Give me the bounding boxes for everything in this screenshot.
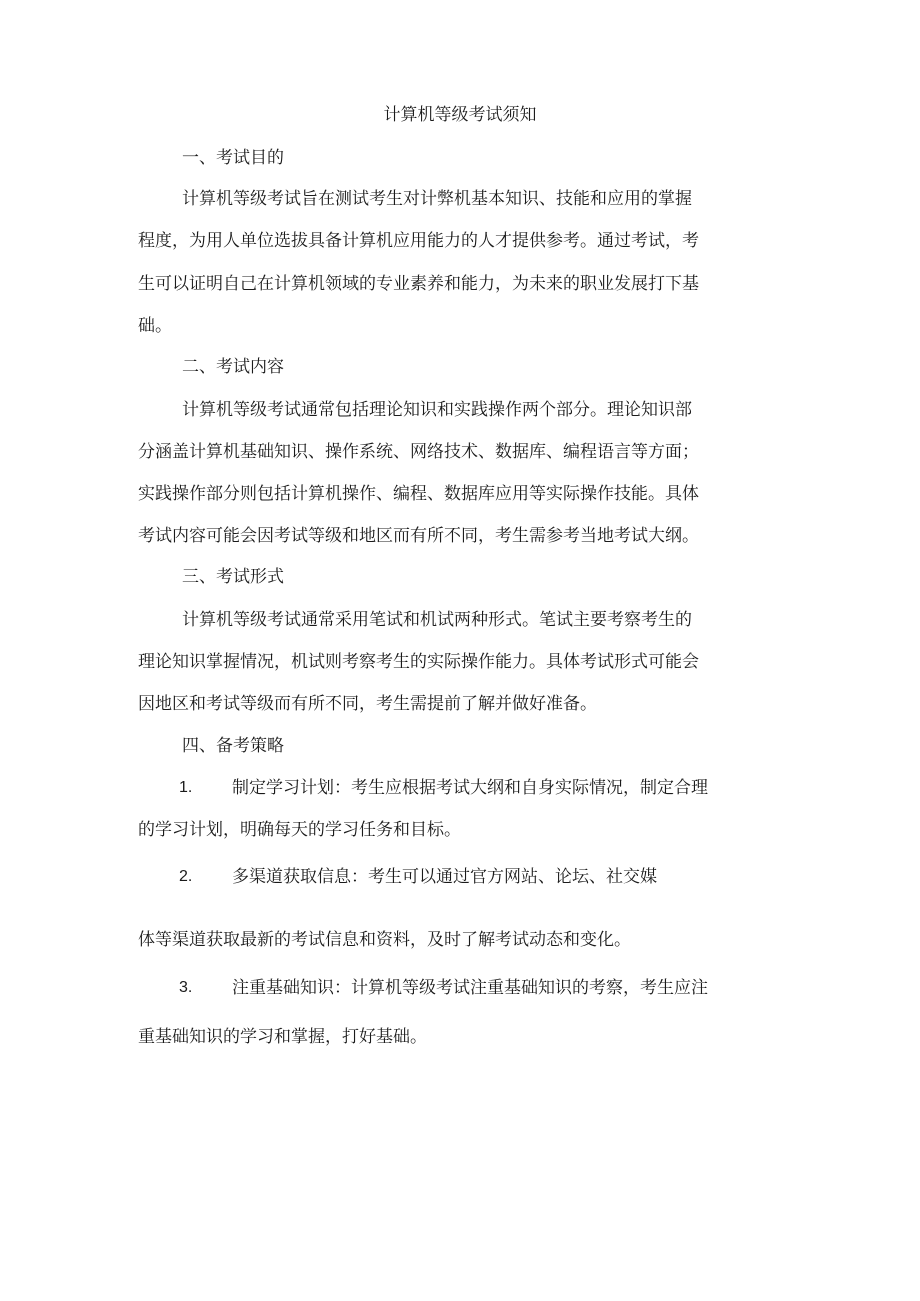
list-item-line: 的学习计划，明确每天的学习任务和目标。 bbox=[138, 820, 461, 840]
section-heading-purpose: 一、考试目的 bbox=[182, 148, 284, 168]
paragraph-line: 计算机等级考试通常采用笔试和机试两种形式。笔试主要考察考生的 bbox=[182, 610, 692, 630]
list-item-line: 制定学习计划：考生应根据考试大纲和自身实际情况，制定合理 bbox=[232, 778, 708, 798]
paragraph-line: 计算机等级考试通常包括理论知识和实践操作两个部分。理论知识部 bbox=[182, 400, 692, 420]
section-heading-content: 二、考试内容 bbox=[182, 357, 284, 377]
paragraph-line: 理论知识掌握情况，机试则考察考生的实际操作能力。具体考试形式可能会 bbox=[138, 652, 699, 672]
paragraph-line: 因地区和考试等级而有所不同，考生需提前了解并做好准备。 bbox=[138, 694, 597, 714]
paragraph-line: 计算机等级考试旨在测试考生对计弊机基本知识、技能和应用的掌握 bbox=[182, 189, 692, 209]
document-title: 计算机等级考试须知 bbox=[383, 105, 537, 125]
list-item-line: 体等渠道获取最新的考试信息和资料，及时了解考试动态和变化。 bbox=[138, 930, 631, 950]
list-item-line: 多渠道获取信息：考生可以通过官方网站、论坛、社交媒 bbox=[232, 867, 657, 887]
paragraph-line: 分涵盖计算机基础知识、操作系统、网络技术、数据库、编程语言等方面； bbox=[138, 442, 699, 462]
list-number: 2. bbox=[179, 868, 193, 885]
paragraph-line: 实践操作部分则包括计算机操作、编程、数据库应用等实际操作技能。具体 bbox=[138, 484, 699, 504]
paragraph-line: 程度，为用人单位选拔具备计算机应用能力的人才提供参考。通过考试，考 bbox=[138, 231, 699, 251]
list-number: 1. bbox=[179, 779, 193, 796]
section-heading-format: 三、考试形式 bbox=[182, 567, 284, 587]
paragraph-line: 考试内容可能会因考试等级和地区而有所不同，考生需参考当地考试大纲。 bbox=[138, 526, 699, 546]
list-item-line: 注重基础知识：计算机等级考试注重基础知识的考察，考生应注 bbox=[232, 978, 708, 998]
list-number: 3. bbox=[179, 979, 193, 996]
paragraph-line: 础。 bbox=[138, 316, 172, 336]
list-item-line: 重基础知识的学习和掌握，打好基础。 bbox=[138, 1027, 427, 1047]
paragraph-line: 生可以证明自己在计算机领域的专业素养和能力，为未来的职业发展打下基 bbox=[138, 274, 699, 294]
section-heading-strategy: 四、备考策略 bbox=[182, 736, 284, 756]
